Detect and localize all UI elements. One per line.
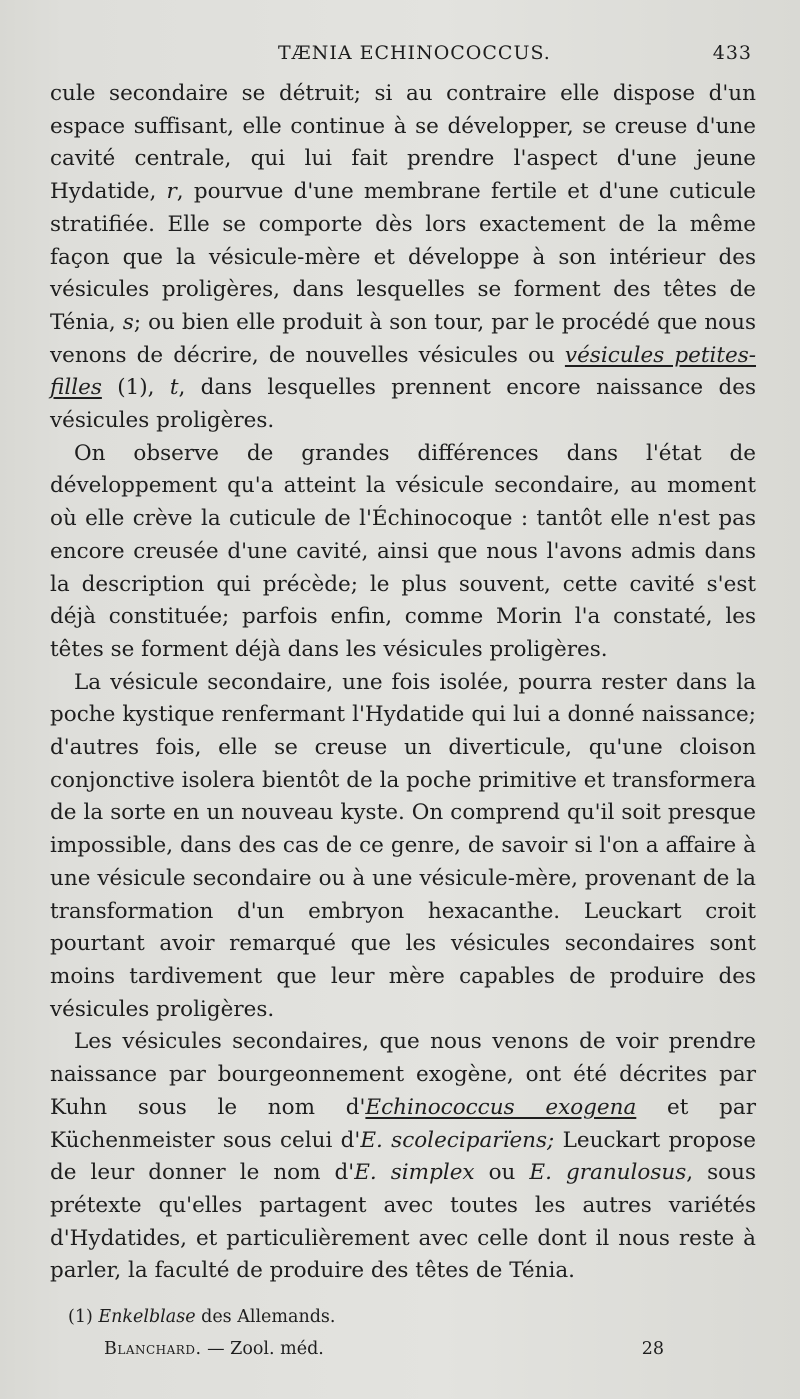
running-title: TÆNIA ECHINOCOCCUS.: [278, 42, 551, 64]
paragraph-4: [50, 1026, 756, 1288]
footer-dash: —: [201, 1339, 231, 1359]
text-run: , pourvue d'une membrane fertile et d'une cuticule stratifiée. Elle se comporte dès lors exactement de la même façon que la vésicule-mère et développe à son intérieur des vésicules proligères, dans lesquelles se forment des têtes de Ténia,: [50, 179, 756, 335]
footnote-mark: (1): [68, 1307, 93, 1327]
figure-ref-r: r: [166, 179, 177, 205]
footer-imprint: [104, 1339, 324, 1359]
term-petites-filles: vésicules petites-filles: [50, 342, 756, 401]
paragraph-2: On observe de grandes différences dans l'état de développement qu'a atteint la vésicule secondaire, au moment où elle crève la cuticule de l'Échinocoque : tantôt elle n'est pas encore creusée d'une cavité, ainsi que nous l'avons admis dans la description qui précède; le plus souvent, cette cavité s'est déjà constituée; parfois enfin, comme Morin l'a constaté, les têtes se forment déjà dans les vésicules proligères.: [50, 440, 756, 662]
page-number: 433: [712, 42, 752, 64]
running-header: [250, 42, 752, 68]
text-run: et par Küchenmeister sous celui d': [50, 1094, 756, 1153]
footnote-text: des Allemands.: [195, 1307, 336, 1327]
footnote-term: Enkelblase: [98, 1307, 196, 1327]
text-run: Leuckart propose de leur donner le nom d': [50, 1127, 756, 1186]
text-run: ; ou bien elle produit à son tour, par le procédé que nous venons de décrire, de nouvelles vésicules ou: [50, 309, 756, 368]
text-run: Les vésicules secondaires, que nous venons de voir prendre naissance par bourgeonnement exogène, ont été décrites par Kuhn sous le nom d': [50, 1029, 756, 1120]
body-text: [50, 78, 756, 1288]
footnote: [68, 1307, 728, 1327]
page-footer: [104, 1339, 664, 1363]
text-run: cule secondaire se détruit; si au contraire elle dispose d'un espace suffisant, elle continue à se développer, se creuse d'une cavité centrale, qui lui fait prendre l'aspect d'une jeune Hydatide,: [50, 81, 756, 205]
text-run: (1),: [101, 375, 170, 401]
paragraph-3: La vésicule secondaire, une fois isolée, pourra rester dans la poche kystique renfermant l'Hydatide qui lui a donné naissance; d'autres fois, elle se creuse un diverticule, qu'une cloison conjonctive isolera bientôt de la poche primitive et transformera de la sorte en un nouveau kyste. On comprend qu'il soit presque impossible, dans des cas de ce genre, de savoir si l'on a affaire à une vésicule secondaire ou à une vésicule-mère, provenant de la transformation d'un embryon hexacanthe. Leuckart croit pourtant avoir remarqué que les vésicules secondaires sont moins tardivement que leur mère capables de produire des vésicules proligères.: [50, 669, 756, 1022]
footer-book: Zool. méd.: [230, 1339, 324, 1359]
term-scoleciparien: E. scoleciparïens;: [360, 1127, 555, 1153]
text-run: , sous prétexte qu'elles partagent avec toutes les autres variétés d'Hydatides, et particulièrement avec celle dont il nous reste à parler, la faculté de produire des têtes de Ténia.: [50, 1160, 756, 1284]
text-run: , dans lesquelles prennent encore naissance des vésicules proligères.: [50, 375, 756, 434]
term-simplex: E. simplex: [354, 1160, 475, 1186]
paragraph-1: [50, 78, 756, 438]
figure-ref-s: s: [122, 309, 134, 335]
signature-mark: 28: [641, 1339, 664, 1359]
text-run: ou: [474, 1160, 530, 1186]
term-exogena: Echinococcus exogena: [365, 1094, 637, 1120]
figure-ref-t: t: [169, 375, 179, 401]
footer-author: Blanchard.: [104, 1339, 202, 1359]
term-granulosus: E. granulosus: [529, 1160, 687, 1186]
